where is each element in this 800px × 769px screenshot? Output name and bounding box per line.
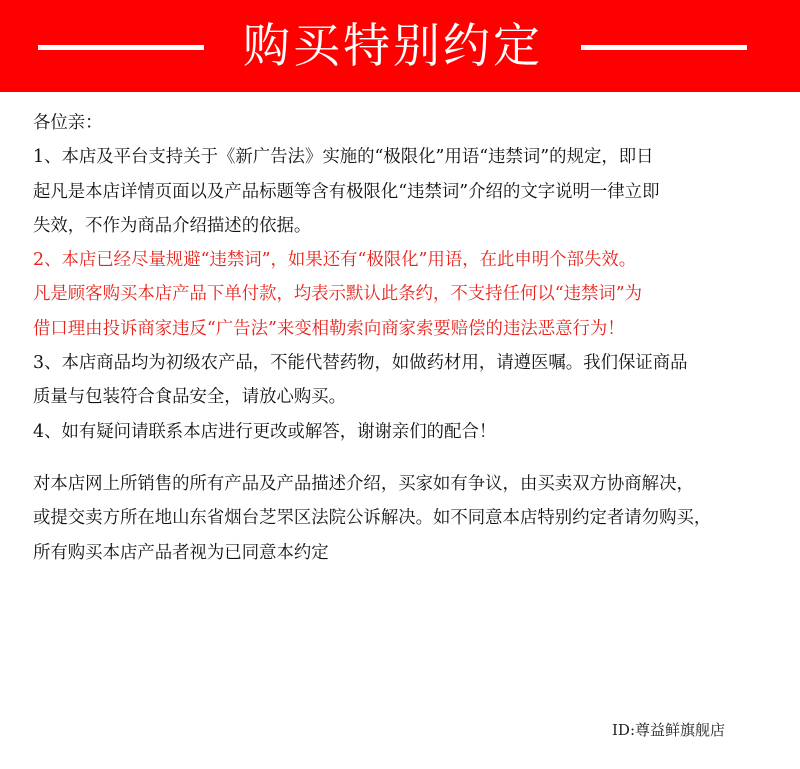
banner-right-rule [581,45,747,50]
dispute-line: 对本店网上所销售的所有产品及产品描述介绍，买家如有争议，由买卖双方协商解决， [33,473,694,494]
title-banner [0,0,800,92]
clause-3-line: 质量与包装符合食品安全，请放心购买。 [33,387,347,408]
notice-body [33,106,778,570]
banner-left-rule [38,45,204,50]
dispute-line: 或提交卖方所在地山东省烟台芝罘区法院公诉解决。如不同意本店特别约定者请勿购买， [33,508,712,529]
clause-2-line: 凡是顾客购买本店产品下单付款，均表示默认此条约，不支持任何以“违禁词”为 [33,284,643,305]
store-id-label: ID:尊益鲜旗舰店 [612,721,726,739]
greeting-line: 各位亲： [33,113,103,133]
clause-1-line: 1、本店及平台支持关于《新广告法》实施的“极限化”用语“违禁词”的规定，即日 [33,147,654,168]
page-title: 购买特别约定 [243,19,543,74]
clause-1-line: 失效，不作为商品介绍描述的依据。 [33,215,312,236]
clause-1-line: 起凡是本店详情页面以及产品标题等含有极限化“违禁词”介绍的文字说明一律立即 [33,181,660,202]
clause-3-line: 3、本店商品均为初级农产品，不能代替药物，如做药材用，请遵医嘱。我们保证商品 [33,353,688,374]
dispute-line: 所有购买本店产品者视为已同意本约定 [33,542,329,563]
clause-2-line: 借口理由投诉商家违反“广告法”来变相勒索向商家索要赔偿的违法恶意行为！ [33,318,625,339]
paragraph-gap [33,449,778,467]
clause-2-line: 2、本店已经尽量规避“违禁词”，如果还有“极限化”用语，在此申明个部失效。 [33,250,637,271]
clause-4-line: 4、如有疑问请联系本店进行更改或解答，谢谢亲们的配合！ [33,421,497,442]
